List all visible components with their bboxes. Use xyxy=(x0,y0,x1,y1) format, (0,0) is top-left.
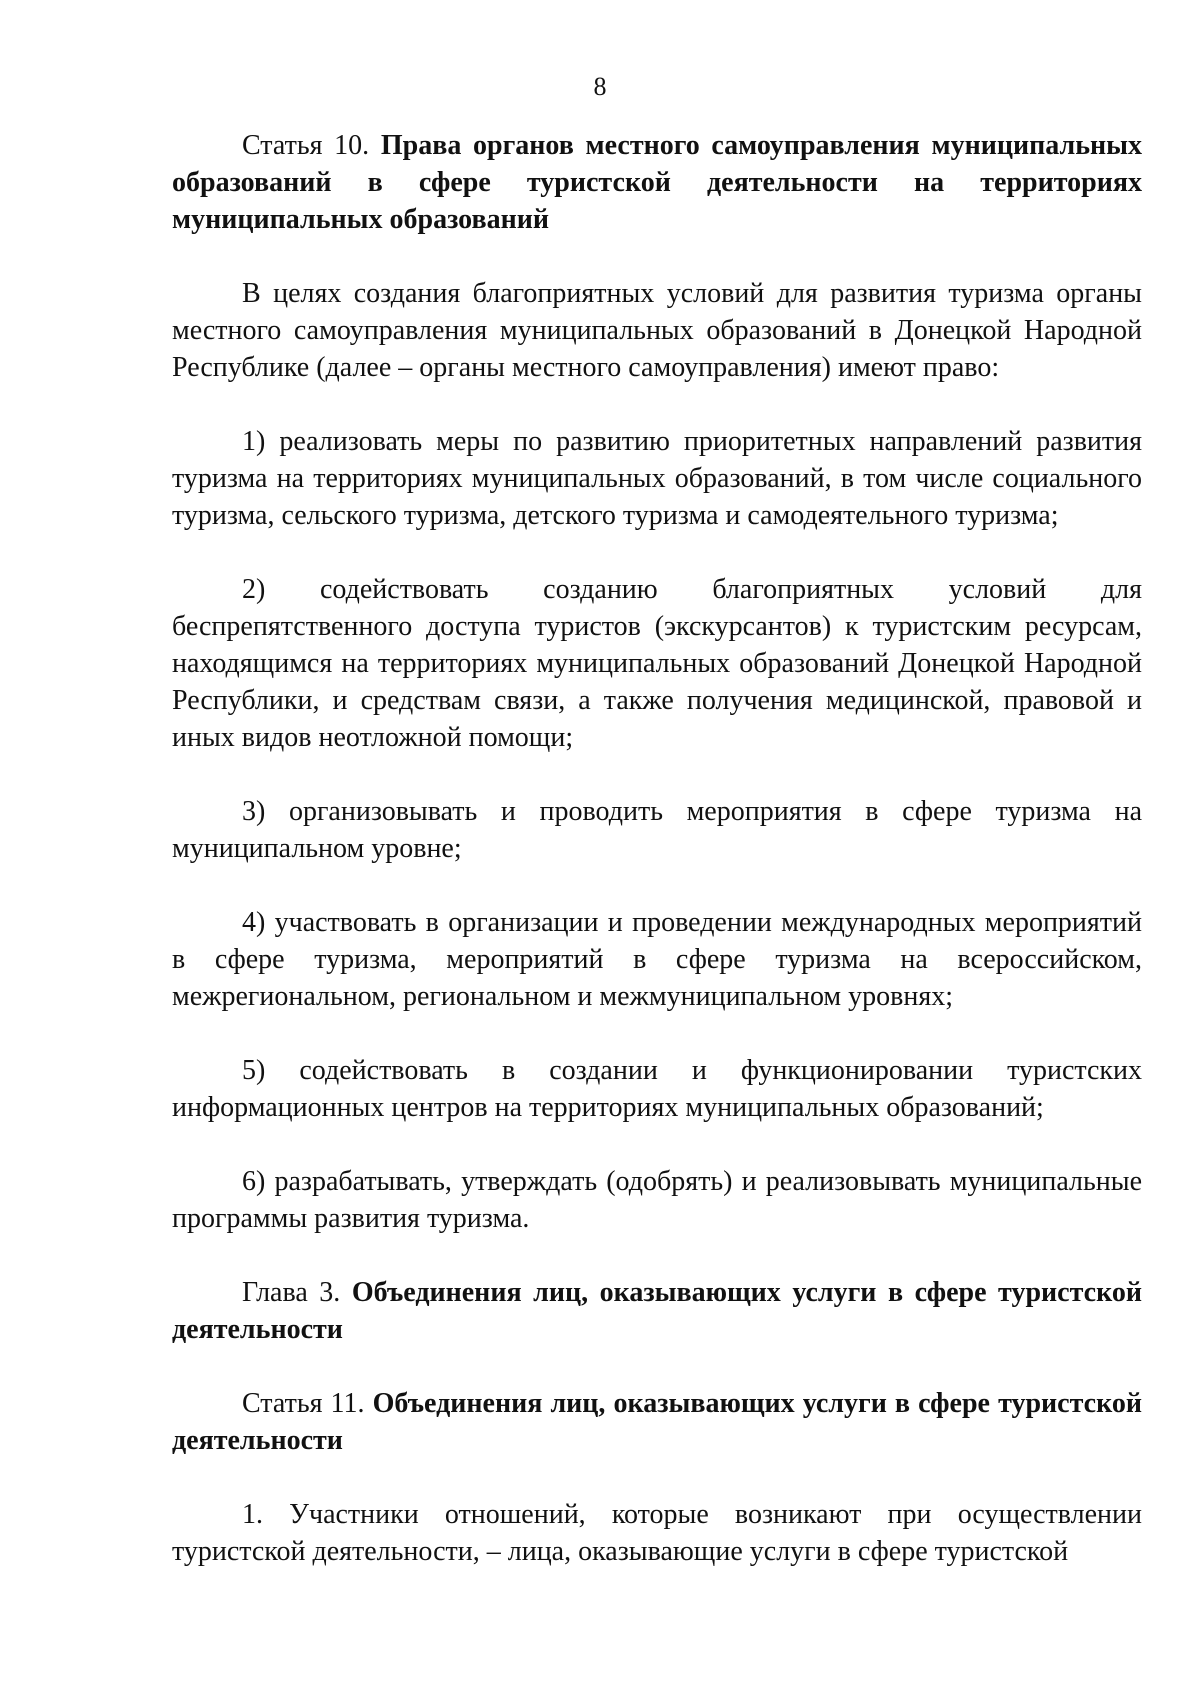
article-10-intro: В целях создания благоприятных условий для развития туризма органы местного самоуправления муниципальных образований в Донецкой Народной Республике (далее – органы местного самоуправления) имеют право: xyxy=(172,278,1142,383)
article-10-heading xyxy=(172,127,1142,238)
article-11-label: Статья 11. xyxy=(242,1388,365,1419)
chapter-3-title: Объединения лиц, оказывающих услуги в сфере туристской деятельности xyxy=(172,1277,1142,1345)
article-11-paragraph: 1. Участники отношений, которые возникают при осуществлении туристской деятельности, – лица, оказывающие услуги в сфере туристской xyxy=(172,1499,1142,1567)
article-10-label: Статья 10. xyxy=(242,130,370,161)
chapter-3-heading xyxy=(172,1274,1142,1348)
article-10-title: Права органов местного самоуправления муниципальных образований в сфере туристской деятельности на территориях муниципальных образований xyxy=(172,130,1142,235)
article-11-heading xyxy=(172,1385,1142,1459)
document-body xyxy=(172,127,1142,1570)
list-item: 3) организовывать и проводить мероприятия в сфере туризма на муниципальном уровне; xyxy=(172,796,1142,864)
page-number: 8 xyxy=(593,72,607,101)
list-item: 5) содействовать в создании и функционировании туристских информационных центров на территориях муниципальных образований; xyxy=(172,1055,1142,1123)
list-item: 2) содействовать созданию благоприятных условий для беспрепятственного доступа туристов (экскурсантов) к туристским ресурсам, находящимся на территориях муниципальных образований Донецкой Народной Республики, и средствам связи, а также получения медицинской, правовой и иных видов неотложной помощи; xyxy=(172,574,1142,753)
article-11-title: Объединения лиц, оказывающих услуги в сфере туристской деятельности xyxy=(172,1388,1143,1456)
list-item: 4) участвовать в организации и проведении международных мероприятий в сфере туризма, мероприятий в сфере туризма на всероссийском, межрегиональном, региональном и межмуниципальном уровнях; xyxy=(172,907,1142,1012)
list-item: 6) разрабатывать, утверждать (одобрять) и реализовывать муниципальные программы развития туризма. xyxy=(172,1166,1142,1234)
list-item: 1) реализовать меры по развитию приоритетных направлений развития туризма на территориях муниципальных образований, в том числе социального туризма, сельского туризма, детского туризма и самодеятельного туризма; xyxy=(172,426,1142,531)
chapter-3-label: Глава 3. xyxy=(242,1277,341,1308)
